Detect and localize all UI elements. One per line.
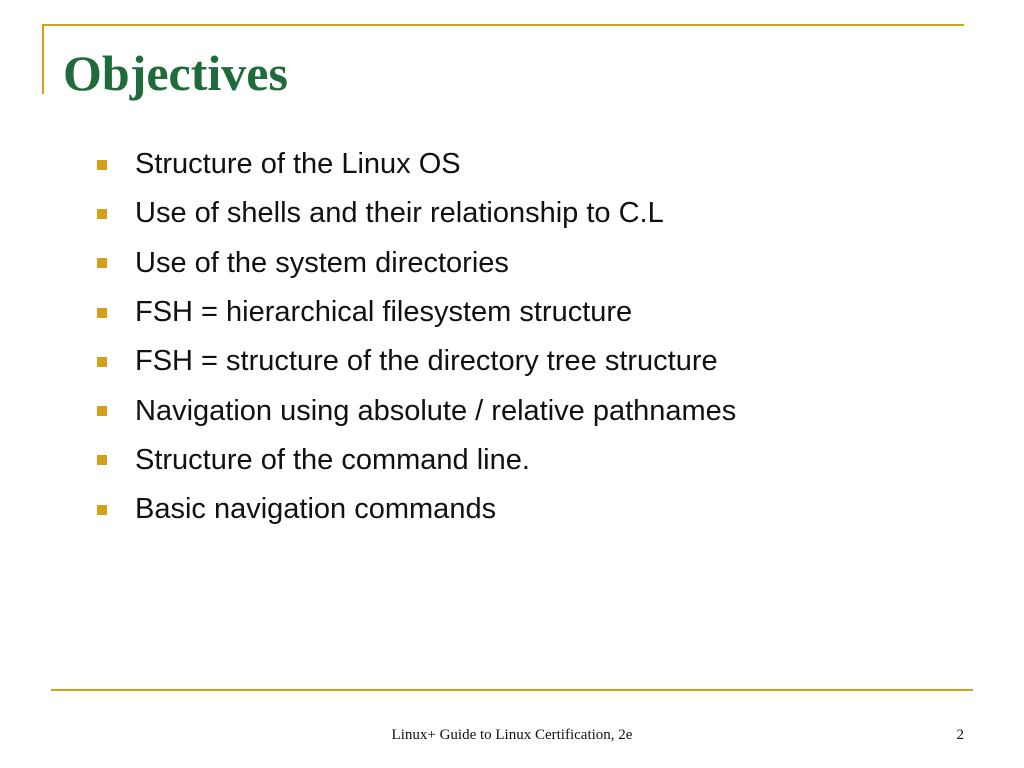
- bullet-text: Structure of the command line.: [135, 443, 530, 476]
- bullet-text: Navigation using absolute / relative pathnames: [135, 394, 737, 427]
- frame-left-rule: [42, 24, 44, 94]
- slide-title: Objectives: [63, 45, 288, 101]
- square-bullet-icon: [97, 160, 107, 170]
- list-item: [97, 386, 736, 435]
- square-bullet-icon: [97, 406, 107, 416]
- bullet-text: Use of shells and their relationship to C.L: [135, 197, 664, 230]
- bullet-text: Basic navigation commands: [135, 493, 497, 526]
- square-bullet-icon: [97, 209, 107, 219]
- list-item: [97, 288, 736, 337]
- bullet-text: Use of the system directories: [135, 246, 509, 279]
- list-item: [97, 485, 736, 534]
- list-item: [97, 239, 736, 288]
- frame-top-rule: [42, 24, 964, 26]
- square-bullet-icon: [97, 455, 107, 465]
- square-bullet-icon: [97, 357, 107, 367]
- square-bullet-icon: [97, 308, 107, 318]
- bullet-text: Structure of the Linux OS: [135, 148, 461, 181]
- list-item: [97, 337, 736, 386]
- square-bullet-icon: [97, 505, 107, 515]
- footer-rule: [51, 689, 973, 691]
- bullet-text: FSH = structure of the directory tree structure: [135, 345, 718, 378]
- list-item: [97, 436, 736, 485]
- bullet-text: FSH = hierarchical filesystem structure: [135, 296, 633, 329]
- list-item: [97, 140, 736, 189]
- square-bullet-icon: [97, 258, 107, 268]
- list-item: [97, 189, 736, 238]
- page-number: 2: [956, 727, 964, 743]
- footer-caption: Linux+ Guide to Linux Certification, 2e: [391, 727, 633, 743]
- bullet-list: [97, 140, 736, 534]
